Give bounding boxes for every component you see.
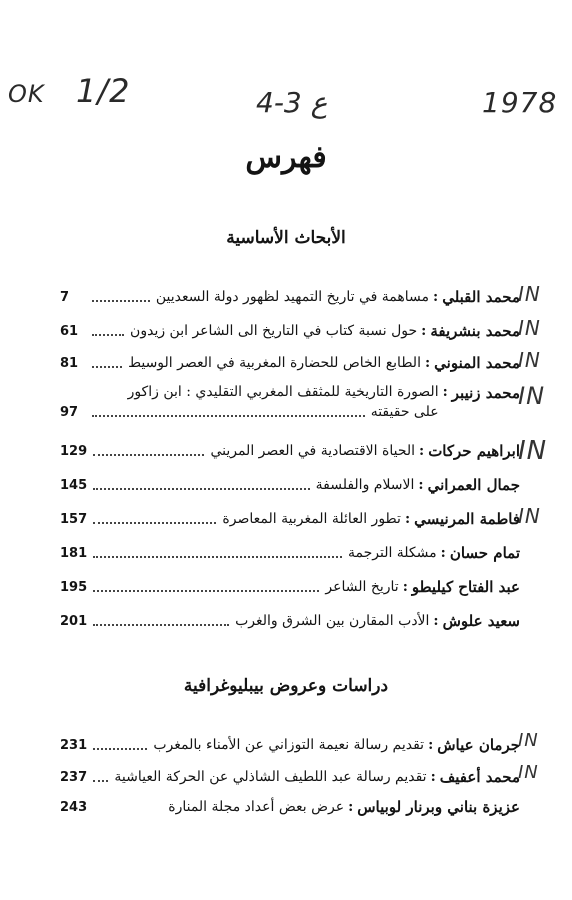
entry-author: ابراهيم حركات — [428, 442, 520, 460]
entry-title: الصورة التاريخية للمثقف المغربي التقليدي : ابن زاكور — [127, 384, 439, 400]
leader-dots — [93, 556, 342, 558]
toc-entry — [60, 384, 520, 432]
entry-title: تاريخ الشاعر — [325, 579, 399, 595]
entry-page-number: 7 — [60, 289, 70, 305]
entry-page-number: 243 — [60, 799, 88, 815]
entry-separator: : — [442, 384, 448, 400]
leader-dots — [93, 624, 229, 626]
leader-dots — [93, 748, 147, 750]
entry-author: فاطمة المرنيسي — [414, 510, 520, 528]
entry-page-number: 237 — [60, 769, 88, 785]
entry-title: حول نسبة كتاب في التاريخ الى الشاعر ابن زيدون — [130, 323, 418, 339]
toc-entry — [60, 766, 520, 788]
entry-title: تطور العائلة المغربية المعاصرة — [222, 511, 401, 527]
handwritten-in-mark: IN — [518, 504, 541, 528]
entry-page-number: 157 — [60, 511, 88, 527]
entry-separator: : — [421, 323, 427, 339]
handwritten-ok-note: OK — [8, 80, 45, 108]
entry-author: محمد أعفيف — [439, 768, 520, 786]
entry-title: مشكلة الترجمة — [347, 545, 437, 561]
entry-author: عبد الفتاح كيليطو — [411, 578, 520, 596]
entry-separator: : — [424, 355, 431, 371]
handwritten-fraction-note: 1/2 — [76, 72, 131, 110]
leader-dots — [93, 488, 309, 490]
leader-dots — [93, 454, 204, 456]
entry-title: الأدب المقارن بين الشرق والغرب — [235, 613, 430, 629]
entry-author: محمد المنوني — [434, 354, 520, 372]
leader-dots — [93, 780, 108, 782]
leader-dots — [92, 300, 150, 302]
entry-title: عرض بعض أعداد مجلة المنارة — [168, 799, 345, 815]
entry-page-number: 97 — [60, 404, 79, 420]
entry-page-number: 61 — [60, 323, 79, 339]
entry-separator: : — [402, 579, 408, 595]
entry-author: محمد بنشريفة — [430, 322, 520, 340]
handwritten-in-mark: IN — [518, 382, 546, 410]
toc-entry — [60, 734, 520, 756]
entry-author: سعيد علوش — [442, 612, 520, 630]
toc-entry — [60, 796, 520, 818]
entry-author: محمد زنيبر — [451, 384, 520, 402]
leader-dots — [92, 415, 365, 417]
entry-title-second-line — [60, 404, 439, 420]
entry-author: جمال العمراني — [427, 476, 520, 494]
entry-separator: : — [440, 545, 446, 561]
leader-dots — [93, 522, 216, 524]
entry-title: الطابع الخاص للحضارة المغربية في العصر الوسيط — [128, 355, 421, 371]
leader-dots — [92, 334, 124, 336]
entry-author: محمد القبلي — [442, 288, 520, 306]
handwritten-in-mark: IN — [518, 762, 539, 783]
entry-separator: : — [419, 443, 425, 459]
entry-separator: : — [404, 511, 411, 527]
entry-author: عزيزة بناني وبرنار لوبياس — [357, 798, 520, 816]
entry-separator: : — [433, 289, 439, 305]
handwritten-in-mark: IN — [518, 348, 541, 372]
entry-separator: : — [428, 737, 434, 753]
entry-separator: : — [418, 477, 424, 493]
entry-page-number: 195 — [60, 579, 88, 595]
toc-entry — [60, 352, 520, 374]
section-title-bibliographic-studies: دراسات وعروض بيبليوغرافية — [183, 676, 389, 696]
entry-author: تمام حسان — [449, 544, 520, 562]
entry-title: تقديم رسالة عبد اللطيف الشاذلي عن الحركة العياشية — [114, 769, 427, 785]
toc-entry — [60, 610, 520, 632]
entry-title: الاسلام والفلسفة — [315, 477, 415, 493]
handwritten-year-note: 1978 — [482, 86, 558, 119]
toc-entry — [60, 320, 520, 342]
entry-page-number: 129 — [60, 443, 88, 459]
entry-separator: : — [348, 799, 354, 815]
page-title: فهرس — [245, 140, 327, 175]
handwritten-in-mark: IN — [518, 316, 541, 340]
handwritten-in-mark: IN — [518, 282, 541, 306]
toc-entry — [60, 576, 520, 598]
toc-entry — [60, 286, 520, 308]
entry-title-wrap — [60, 384, 439, 420]
leader-dots — [93, 590, 319, 592]
entry-page-number: 201 — [60, 613, 88, 629]
handwritten-reference-note: 4-3 ع — [256, 86, 328, 119]
entry-separator: : — [433, 613, 439, 629]
entry-page-number: 231 — [60, 737, 88, 753]
toc-entry — [60, 440, 520, 462]
entry-title: الحياة الاقتصادية في العصر المريني — [210, 443, 416, 459]
entry-page-number: 145 — [60, 477, 88, 493]
leader-dots — [92, 366, 122, 368]
entry-author: جرمان عياش — [437, 736, 520, 754]
entry-separator: : — [430, 769, 436, 785]
entry-title: مساهمة في تاريخ التمهيد لظهور دولة السعديين — [155, 289, 430, 305]
handwritten-in-mark: IN — [518, 730, 539, 751]
entry-page-number: 181 — [60, 545, 88, 561]
entry-page-number: 81 — [60, 355, 79, 371]
toc-entry — [60, 542, 520, 564]
handwritten-in-mark: IN — [518, 436, 548, 466]
toc-entry — [60, 474, 520, 496]
toc-entry — [60, 508, 520, 530]
section-title-main-research: الأبحاث الأساسية — [226, 228, 346, 248]
entry-title-continued: على حقيقته — [370, 404, 439, 420]
entry-title: تقديم رسالة نعيمة التوزاني عن الأمناء بالمغرب — [153, 737, 425, 753]
